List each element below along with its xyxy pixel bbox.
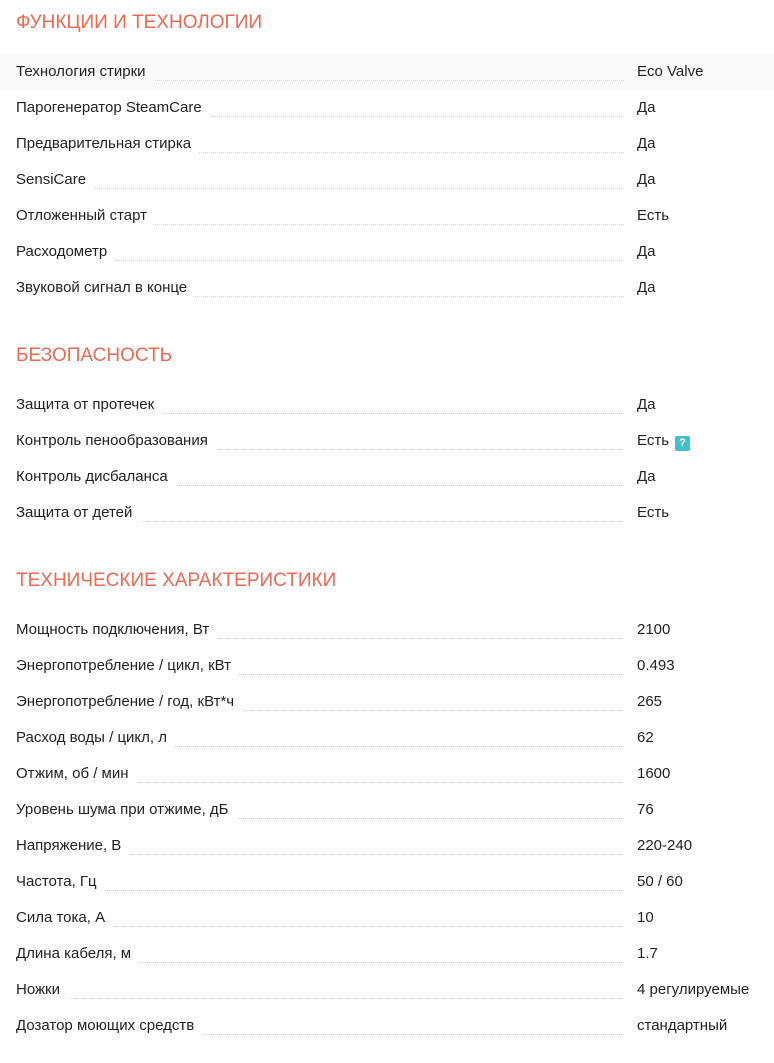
spec-row bbox=[0, 612, 774, 648]
spec-label: Контроль дисбаланса bbox=[16, 468, 176, 486]
spec-row bbox=[0, 684, 774, 720]
spec-row bbox=[0, 126, 774, 162]
spec-value: 76 bbox=[637, 801, 654, 818]
spec-value: стандартный bbox=[637, 1017, 728, 1034]
spec-value: 4 регулируемые bbox=[637, 981, 750, 998]
section-title-safety: БЕЗОПАСНОСТЬ bbox=[16, 345, 173, 366]
spec-label: Отложенный старт bbox=[16, 207, 155, 225]
spec-value: Eco Valve bbox=[637, 63, 704, 80]
spec-value: Да bbox=[637, 171, 656, 188]
spec-value: 10 bbox=[637, 909, 654, 926]
spec-value: 220-240 bbox=[637, 837, 693, 854]
spec-row bbox=[0, 936, 774, 972]
spec-row bbox=[0, 54, 774, 90]
spec-row bbox=[0, 198, 774, 234]
spec-label: Расходометр bbox=[16, 243, 115, 261]
spec-row bbox=[0, 648, 774, 684]
spec-label: Отжим, об / мин bbox=[16, 765, 137, 783]
spec-label: Длина кабеля, м bbox=[16, 945, 139, 963]
spec-row bbox=[0, 864, 774, 900]
spec-value: 265 bbox=[637, 693, 663, 710]
spec-label: Защита от протечек bbox=[16, 396, 162, 414]
spec-row bbox=[0, 1008, 774, 1044]
spec-list-safety bbox=[0, 387, 774, 531]
section-title-functions: ФУНКЦИИ И ТЕХНОЛОГИИ bbox=[16, 12, 263, 33]
spec-label: Частота, Гц bbox=[16, 873, 105, 891]
spec-value: 1600 bbox=[637, 765, 671, 782]
dotted-leader bbox=[16, 188, 624, 189]
spec-value: Да bbox=[637, 396, 656, 413]
dotted-leader bbox=[16, 890, 624, 891]
spec-row bbox=[0, 720, 774, 756]
question-mark-icon[interactable]: ? bbox=[675, 436, 690, 451]
spec-value: Да bbox=[637, 468, 656, 485]
spec-value: Есть bbox=[637, 207, 670, 224]
dotted-leader bbox=[16, 998, 624, 999]
spec-value: 50 / 60 bbox=[637, 873, 683, 890]
spec-value: Да bbox=[637, 135, 656, 152]
spec-label: Защита от детей bbox=[16, 504, 140, 522]
spec-list-specs bbox=[0, 612, 774, 1044]
spec-label: Парогенератор SteamCare bbox=[16, 99, 210, 117]
spec-row bbox=[0, 495, 774, 531]
spec-label: Ножки bbox=[16, 981, 68, 999]
spec-row bbox=[0, 828, 774, 864]
spec-row bbox=[0, 900, 774, 936]
spec-value: Да bbox=[637, 99, 656, 116]
spec-label: Уровень шума при отжиме, дБ bbox=[16, 801, 237, 819]
spec-label: Технология стирки bbox=[16, 63, 154, 81]
spec-row bbox=[0, 459, 774, 495]
spec-row bbox=[0, 162, 774, 198]
spec-value: 2100 bbox=[637, 621, 671, 638]
spec-row bbox=[0, 387, 774, 423]
spec-value: 1.7 bbox=[637, 945, 658, 962]
spec-row bbox=[0, 792, 774, 828]
spec-value: Да bbox=[637, 243, 656, 260]
spec-row bbox=[0, 423, 774, 459]
spec-label: Сила тока, А bbox=[16, 909, 113, 927]
spec-row bbox=[0, 90, 774, 126]
spec-label: Энергопотребление / год, кВт*ч bbox=[16, 693, 242, 711]
spec-label: Расход воды / цикл, л bbox=[16, 729, 175, 747]
spec-label: Энергопотребление / цикл, кВт bbox=[16, 657, 239, 675]
spec-row bbox=[0, 234, 774, 270]
spec-row bbox=[0, 972, 774, 1008]
spec-label: Предварительная стирка bbox=[16, 135, 199, 153]
spec-value: Есть bbox=[637, 504, 670, 521]
spec-label: Контроль пенообразования bbox=[16, 432, 216, 450]
spec-value: 62 bbox=[637, 729, 654, 746]
spec-row bbox=[0, 270, 774, 306]
section-title-specs: ТЕХНИЧЕСКИЕ ХАРАКТЕРИСТИКИ bbox=[16, 570, 337, 591]
spec-label: Дозатор моющих средств bbox=[16, 1017, 202, 1035]
spec-label: Мощность подключения, Вт bbox=[16, 621, 217, 639]
spec-value: Есть bbox=[637, 432, 670, 449]
spec-value: 0.493 bbox=[637, 657, 675, 674]
spec-label: SensiCare bbox=[16, 171, 94, 189]
spec-value-with-help bbox=[637, 432, 690, 451]
spec-label: Напряжение, В bbox=[16, 837, 129, 855]
spec-label: Звуковой сигнал в конце bbox=[16, 279, 195, 297]
spec-row bbox=[0, 756, 774, 792]
spec-value: Да bbox=[637, 279, 656, 296]
spec-list-functions bbox=[0, 54, 774, 306]
